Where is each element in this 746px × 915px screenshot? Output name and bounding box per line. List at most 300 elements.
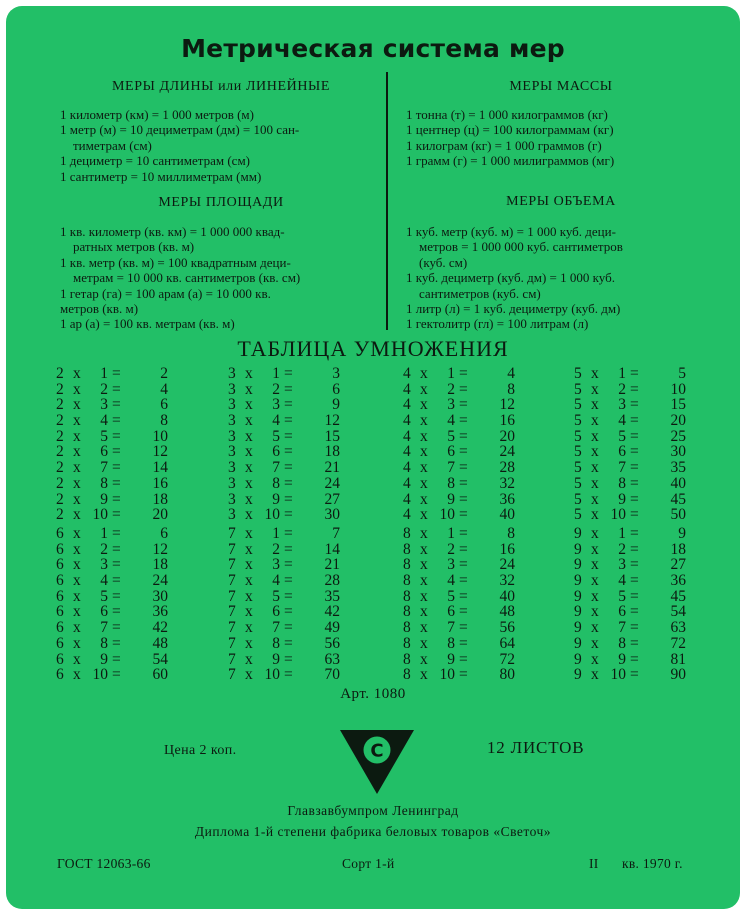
factor-a: 6 [56, 540, 64, 558]
factor-b: 9 [447, 650, 455, 668]
equals-sign: = [112, 474, 121, 492]
table-row [228, 589, 340, 605]
mass-heading: МЕРЫ МАССЫ [509, 79, 613, 94]
table-row [403, 366, 515, 382]
equals-sign: = [112, 443, 121, 461]
factor-a: 8 [403, 556, 411, 574]
factor-b: 10 [610, 506, 626, 524]
factor-a: 6 [56, 572, 64, 590]
times-sign: x [245, 443, 253, 461]
factor-a: 4 [403, 365, 411, 382]
equals-sign: = [284, 587, 293, 605]
grade-label: Сорт 1-й [342, 856, 395, 871]
table-row [403, 476, 515, 492]
product: 15 [324, 427, 340, 445]
factor-a: 8 [403, 587, 411, 605]
times-sign: x [245, 572, 253, 590]
equals-sign: = [459, 506, 468, 524]
equals-sign: = [284, 443, 293, 461]
factor-a: 9 [574, 603, 582, 621]
area-line: 1 ар (а) = 100 кв. метрам (кв. м) [60, 316, 235, 332]
product: 42 [324, 603, 340, 621]
factor-b: 10 [439, 666, 455, 684]
equals-sign: = [459, 474, 468, 492]
equals-sign: = [284, 427, 293, 445]
table-row [403, 429, 515, 445]
area-heading: МЕРЫ ПЛОЩАДИ [158, 195, 284, 210]
equals-sign: = [459, 666, 468, 684]
equals-sign: = [284, 380, 293, 398]
factor-a: 2 [56, 380, 64, 398]
times-sign: x [420, 506, 428, 524]
factor-b: 6 [272, 443, 280, 461]
factor-b: 3 [272, 396, 280, 414]
factor-b: 9 [100, 650, 108, 668]
times-sign: x [420, 619, 428, 637]
factor-b: 6 [100, 603, 108, 621]
equals-sign: = [630, 650, 639, 668]
factor-b: 4 [272, 412, 280, 430]
equals-sign: = [630, 459, 639, 477]
product: 54 [670, 603, 686, 621]
mass-line: 1 грамм (г) = 1 000 милиграммов (мг) [406, 153, 615, 169]
table-row [574, 589, 686, 605]
table-row [403, 636, 515, 652]
table-row [56, 573, 168, 589]
table-row [574, 652, 686, 668]
times-sign: x [245, 474, 253, 492]
times-table-3 [228, 366, 340, 523]
factor-b: 3 [100, 556, 108, 574]
equals-sign: = [112, 412, 121, 430]
factor-a: 6 [56, 525, 64, 542]
product: 72 [670, 634, 686, 652]
product: 9 [678, 525, 686, 542]
factor-b: 10 [264, 666, 280, 684]
factor-a: 6 [56, 556, 64, 574]
times-sign: x [591, 506, 599, 524]
times-sign: x [591, 459, 599, 477]
product: 72 [499, 650, 515, 668]
factor-b: 2 [272, 380, 280, 398]
factor-b: 9 [100, 490, 108, 508]
times-sign: x [73, 650, 81, 668]
table-row [574, 636, 686, 652]
times-table-2 [56, 366, 168, 523]
factor-a: 4 [403, 474, 411, 492]
equals-sign: = [459, 619, 468, 637]
factor-a: 2 [56, 412, 64, 430]
times-sign: x [420, 666, 428, 684]
factor-a: 8 [403, 540, 411, 558]
factor-a: 3 [228, 365, 236, 382]
product: 18 [152, 490, 168, 508]
product: 12 [152, 540, 168, 558]
times-sign: x [245, 603, 253, 621]
product: 12 [499, 396, 515, 414]
product: 36 [670, 572, 686, 590]
factor-a: 3 [228, 396, 236, 414]
equals-sign: = [630, 474, 639, 492]
equals-sign: = [630, 380, 639, 398]
times-sign: x [245, 666, 253, 684]
product: 14 [152, 459, 168, 477]
area-line: 1 кв. километр (кв. км) = 1 000 000 квад- [60, 224, 285, 239]
factor-b: 5 [447, 427, 455, 445]
factor-b: 8 [100, 634, 108, 652]
factor-b: 2 [100, 540, 108, 558]
equals-sign: = [112, 572, 121, 590]
product: 42 [152, 619, 168, 637]
equals-sign: = [459, 490, 468, 508]
table-row [228, 604, 340, 620]
product: 56 [324, 634, 340, 652]
table-row [56, 476, 168, 492]
times-sign: x [245, 412, 253, 430]
equals-sign: = [284, 396, 293, 414]
factor-a: 6 [56, 666, 64, 684]
table-row [574, 492, 686, 508]
times-sign: x [73, 459, 81, 477]
table-row [403, 589, 515, 605]
factor-b: 7 [100, 619, 108, 637]
factor-b: 7 [447, 459, 455, 477]
equals-sign: = [112, 365, 121, 382]
length-line: 1 сантиметр = 10 миллиметрам (мм) [60, 168, 262, 184]
factor-b: 7 [100, 459, 108, 477]
product: 40 [670, 474, 686, 492]
times-sign: x [591, 365, 599, 382]
factor-b: 3 [272, 556, 280, 574]
product: 2 [160, 365, 168, 382]
times-sign: x [420, 572, 428, 590]
product: 64 [499, 634, 515, 652]
product: 16 [499, 540, 515, 558]
times-sign: x [245, 540, 253, 558]
factor-a: 8 [403, 525, 411, 542]
factor-b: 3 [447, 556, 455, 574]
table-row [228, 620, 340, 636]
product: 16 [499, 412, 515, 430]
factor-a: 7 [228, 556, 236, 574]
times-sign: x [420, 525, 428, 542]
equals-sign: = [112, 619, 121, 637]
svetoch-logo-icon [337, 726, 417, 798]
factor-a: 7 [228, 525, 236, 542]
product: 48 [152, 634, 168, 652]
factor-a: 2 [56, 443, 64, 461]
factor-b: 8 [272, 474, 280, 492]
factor-a: 6 [56, 587, 64, 605]
factor-a: 7 [228, 572, 236, 590]
factor-b: 9 [447, 490, 455, 508]
table-row [228, 429, 340, 445]
table-row [56, 589, 168, 605]
factor-a: 7 [228, 666, 236, 684]
times-sign: x [420, 603, 428, 621]
times-sign: x [73, 540, 81, 558]
year-label: кв. 1970 г. [622, 856, 683, 871]
times-sign: x [73, 506, 81, 524]
table-row [403, 526, 515, 542]
equals-sign: = [112, 634, 121, 652]
equals-sign: = [630, 587, 639, 605]
table-row [228, 507, 340, 523]
times-sign: x [420, 650, 428, 668]
times-sign: x [73, 634, 81, 652]
times-sign: x [245, 396, 253, 414]
factor-a: 4 [403, 443, 411, 461]
factor-a: 2 [56, 427, 64, 445]
equals-sign: = [112, 525, 121, 542]
factor-a: 9 [574, 666, 582, 684]
factor-b: 4 [618, 412, 626, 430]
factor-a: 8 [403, 572, 411, 590]
product: 35 [670, 459, 686, 477]
product: 8 [507, 525, 515, 542]
product: 18 [324, 443, 340, 461]
factor-a: 4 [403, 380, 411, 398]
factor-b: 9 [618, 650, 626, 668]
equals-sign: = [284, 634, 293, 652]
volume-line: 1 гектолитр (гл) = 100 литрам (л) [406, 316, 589, 332]
product: 14 [324, 540, 340, 558]
sheet-count: 12 ЛИСТОВ [487, 738, 585, 757]
equals-sign: = [459, 459, 468, 477]
equals-sign: = [459, 365, 468, 382]
factor-b: 8 [447, 474, 455, 492]
factor-a: 2 [56, 396, 64, 414]
table-row [403, 507, 515, 523]
times-sign: x [245, 587, 253, 605]
product: 28 [324, 572, 340, 590]
table-row [56, 413, 168, 429]
factor-b: 10 [439, 506, 455, 524]
factor-a: 7 [228, 619, 236, 637]
equals-sign: = [284, 556, 293, 574]
product: 27 [324, 490, 340, 508]
times-sign: x [591, 396, 599, 414]
table-row [403, 620, 515, 636]
factor-a: 4 [403, 396, 411, 414]
product: 12 [152, 443, 168, 461]
equals-sign: = [112, 396, 121, 414]
equals-sign: = [459, 572, 468, 590]
factor-b: 5 [447, 587, 455, 605]
table-row [228, 444, 340, 460]
volume-heading: МЕРЫ ОБЪЕМА [506, 194, 616, 209]
product: 63 [670, 619, 686, 637]
equals-sign: = [284, 650, 293, 668]
times-sign: x [420, 365, 428, 382]
times-sign: x [420, 412, 428, 430]
equals-sign: = [112, 506, 121, 524]
equals-sign: = [112, 666, 121, 684]
times-sign: x [73, 556, 81, 574]
product: 6 [332, 380, 340, 398]
factor-a: 6 [56, 634, 64, 652]
times-sign: x [245, 380, 253, 398]
equals-sign: = [630, 634, 639, 652]
product: 24 [499, 443, 515, 461]
table-row [228, 413, 340, 429]
product: 12 [324, 412, 340, 430]
factor-b: 8 [618, 474, 626, 492]
product: 25 [670, 427, 686, 445]
product: 35 [324, 587, 340, 605]
table-row [403, 652, 515, 668]
product: 5 [678, 365, 686, 382]
times-sign: x [73, 490, 81, 508]
factor-b: 4 [100, 572, 108, 590]
times-sign: x [245, 459, 253, 477]
times-sign: x [73, 572, 81, 590]
table-row [56, 636, 168, 652]
table-row [228, 526, 340, 542]
factor-b: 7 [272, 459, 280, 477]
factor-b: 1 [100, 525, 108, 542]
factor-b: 2 [618, 540, 626, 558]
times-sign: x [73, 619, 81, 637]
times-sign: x [591, 634, 599, 652]
length-units [60, 107, 378, 184]
table-row [228, 636, 340, 652]
times-sign: x [73, 587, 81, 605]
product: 80 [499, 666, 515, 684]
factor-a: 9 [574, 634, 582, 652]
product: 9 [332, 396, 340, 414]
factor-a: 5 [574, 443, 582, 461]
product: 20 [499, 427, 515, 445]
column-divider [386, 72, 388, 330]
product: 7 [332, 525, 340, 542]
table-row [228, 492, 340, 508]
table-row [56, 382, 168, 398]
factor-b: 5 [272, 427, 280, 445]
times-sign: x [591, 525, 599, 542]
table-row [228, 476, 340, 492]
factor-a: 6 [56, 603, 64, 621]
times-sign: x [420, 380, 428, 398]
length-heading: МЕРЫ ДЛИНЫ или ЛИНЕЙНЫЕ [112, 79, 330, 94]
factor-b: 3 [618, 556, 626, 574]
volume-line: метров = 1 000 000 куб. сантиметров [419, 239, 623, 255]
equals-sign: = [459, 634, 468, 652]
factor-b: 7 [272, 619, 280, 637]
table-row [574, 413, 686, 429]
factor-b: 8 [100, 474, 108, 492]
equals-sign: = [630, 506, 639, 524]
product: 81 [670, 650, 686, 668]
equals-sign: = [284, 365, 293, 382]
equals-sign: = [112, 490, 121, 508]
factor-a: 3 [228, 459, 236, 477]
table-row [403, 460, 515, 476]
factor-a: 5 [574, 427, 582, 445]
table-row [403, 444, 515, 460]
product: 45 [670, 490, 686, 508]
product: 18 [670, 540, 686, 558]
factor-b: 10 [92, 506, 108, 524]
product: 4 [160, 380, 168, 398]
length-line: 1 метр (м) = 10 дециметрам (дм) = 100 сан- [60, 122, 300, 138]
equals-sign: = [630, 619, 639, 637]
times-sign: x [591, 490, 599, 508]
equals-sign: = [112, 540, 121, 558]
times-sign: x [420, 634, 428, 652]
product: 56 [499, 619, 515, 637]
table-row [403, 667, 515, 683]
product: 18 [152, 556, 168, 574]
factor-a: 2 [56, 365, 64, 382]
factor-a: 3 [228, 380, 236, 398]
times-sign: x [591, 540, 599, 558]
equals-sign: = [112, 587, 121, 605]
product: 90 [670, 666, 686, 684]
factor-b: 2 [447, 540, 455, 558]
multiplication-title: ТАБЛИЦА УМНОЖЕНИЯ [237, 336, 509, 361]
times-sign: x [420, 443, 428, 461]
table-row [228, 573, 340, 589]
times-sign: x [245, 427, 253, 445]
product: 32 [499, 572, 515, 590]
equals-sign: = [459, 525, 468, 542]
table-row [574, 397, 686, 413]
table-row [574, 476, 686, 492]
factor-a: 4 [403, 459, 411, 477]
volume-line: 1 литр (л) = 1 куб. дециметру (куб. дм) [406, 301, 621, 317]
table-row [56, 604, 168, 620]
product: 20 [670, 412, 686, 430]
factor-a: 9 [574, 619, 582, 637]
factor-a: 5 [574, 365, 582, 382]
factor-b: 4 [447, 412, 455, 430]
times-sign: x [591, 572, 599, 590]
equals-sign: = [459, 587, 468, 605]
table-row [574, 604, 686, 620]
product: 36 [499, 490, 515, 508]
equals-sign: = [630, 603, 639, 621]
equals-sign: = [284, 572, 293, 590]
factor-a: 3 [228, 490, 236, 508]
times-sign: x [245, 506, 253, 524]
factor-a: 7 [228, 587, 236, 605]
factor-a: 4 [403, 490, 411, 508]
times-sign: x [591, 650, 599, 668]
table-row [574, 557, 686, 573]
times-sign: x [73, 525, 81, 542]
table-row [228, 382, 340, 398]
equals-sign: = [284, 490, 293, 508]
factor-a: 5 [574, 474, 582, 492]
times-sign: x [591, 603, 599, 621]
factor-b: 2 [618, 380, 626, 398]
times-sign: x [420, 587, 428, 605]
product: 30 [324, 506, 340, 524]
factor-b: 7 [447, 619, 455, 637]
factor-a: 2 [56, 459, 64, 477]
table-row [56, 652, 168, 668]
equals-sign: = [630, 365, 639, 382]
equals-sign: = [630, 443, 639, 461]
table-row [403, 604, 515, 620]
factor-a: 3 [228, 506, 236, 524]
factor-b: 1 [447, 365, 455, 382]
table-row [228, 542, 340, 558]
factor-a: 4 [403, 412, 411, 430]
table-row [403, 413, 515, 429]
product: 54 [152, 650, 168, 668]
